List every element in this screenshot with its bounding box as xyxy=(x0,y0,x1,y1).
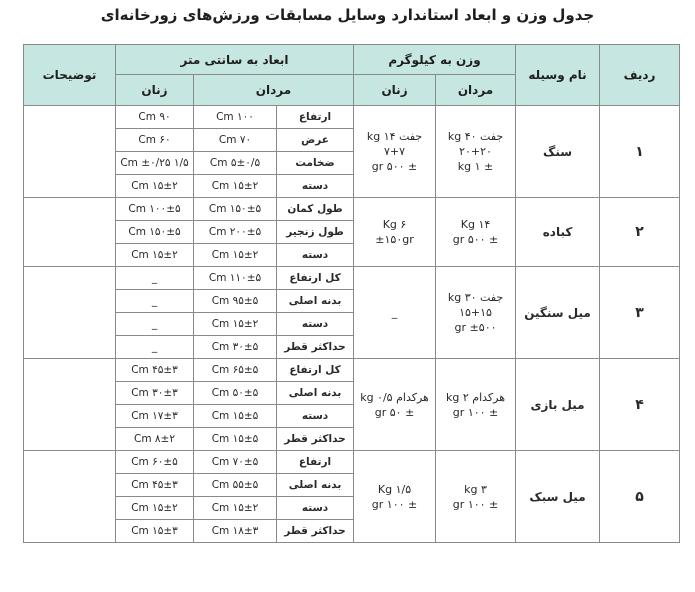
notes-cell xyxy=(24,451,116,543)
dimension-label: طول کمان xyxy=(277,198,354,221)
dimension-label: حداکثر قطر xyxy=(277,520,354,543)
dimension-men: ۹۵±۵ Cm xyxy=(194,290,277,313)
row-number: ۴ xyxy=(600,359,680,451)
dimension-men: ۳۰±۵ Cm xyxy=(194,336,277,359)
weight-women: ۱/۵ Kg ± ۱۰۰ gr xyxy=(354,451,436,543)
dimension-women: ۱۵±۲ Cm xyxy=(116,497,194,520)
dimension-label: دسته xyxy=(277,405,354,428)
dimension-women: _ xyxy=(116,336,194,359)
dimension-label: حداکثر قطر xyxy=(277,336,354,359)
row-number: ۳ xyxy=(600,267,680,359)
dimension-women: ۱/۵ ±۰/۲۵ Cm xyxy=(116,152,194,175)
dimension-women: ۴۵±۳ Cm xyxy=(116,474,194,497)
dimension-men: ۶۵±۵ Cm xyxy=(194,359,277,382)
header-dims-men: مردان xyxy=(194,75,354,106)
dimension-women: ۱۷±۳ Cm xyxy=(116,405,194,428)
dimension-men: ۷۰ Cm xyxy=(194,129,277,152)
dimension-women: ۴۵±۳ Cm xyxy=(116,359,194,382)
dimension-men: ۵۰±۵ Cm xyxy=(194,382,277,405)
equipment-name: میل بازی xyxy=(516,359,600,451)
dimension-men: ۱۵±۲ Cm xyxy=(194,244,277,267)
weight-women: _ xyxy=(354,267,436,359)
header-weight-men: مردان xyxy=(436,75,516,106)
dimension-women: ۱۵±۳ Cm xyxy=(116,520,194,543)
weight-women: ۶ Kg ±۱۵۰gr xyxy=(354,198,436,267)
dimension-label: ارتفاع xyxy=(277,451,354,474)
weight-men: هرکدام ۲ kg ± ۱۰۰ gr xyxy=(436,359,516,451)
dimension-label: بدنه اصلی xyxy=(277,474,354,497)
dimension-women: ۱۵±۲ Cm xyxy=(116,244,194,267)
dimension-men: ۱۵±۵ Cm xyxy=(194,405,277,428)
dimension-women: ۹۰ Cm xyxy=(116,106,194,129)
dimension-men: ۱۵۰±۵ Cm xyxy=(194,198,277,221)
dimension-label: بدنه اصلی xyxy=(277,290,354,313)
weight-men: جفت ۴۰ kg ۲۰+۲۰ ± ۱ kg xyxy=(436,106,516,198)
dimension-men: ۱۵±۲ Cm xyxy=(194,313,277,336)
dimension-men: ۱۱۰±۵ Cm xyxy=(194,267,277,290)
row-number: ۵ xyxy=(600,451,680,543)
dimension-label: دسته xyxy=(277,497,354,520)
table-row xyxy=(24,451,680,474)
equipment-table xyxy=(23,44,680,543)
row-number: ۲ xyxy=(600,198,680,267)
dimension-men: ۷۰±۵ Cm xyxy=(194,451,277,474)
table-row xyxy=(24,359,680,382)
dimension-women: ۶۰ Cm xyxy=(116,129,194,152)
dimension-women: ۱۵±۲ Cm xyxy=(116,175,194,198)
weight-men: ۱۴ Kg ± ۵۰۰ gr xyxy=(436,198,516,267)
header-weight-women: زنان xyxy=(354,75,436,106)
dimension-men: ۱۵±۲ Cm xyxy=(194,497,277,520)
dimension-women: _ xyxy=(116,267,194,290)
table-title: جدول وزن و ابعاد استاندارد وسایل مسابقات ورزش‌های زورخانه‌ای xyxy=(100,6,595,24)
dimension-women: _ xyxy=(116,290,194,313)
weight-men: جفت ۳۰ kg ۱۵+۱۵ ±۵۰۰ gr xyxy=(436,267,516,359)
header-name: نام وسیله xyxy=(516,45,600,106)
dimension-men: ۵۵±۵ Cm xyxy=(194,474,277,497)
dimension-women: ۱۰۰±۵ Cm xyxy=(116,198,194,221)
weight-men: ۳ kg ± ۱۰۰ gr xyxy=(436,451,516,543)
dimension-men: ۱۵±۵ Cm xyxy=(194,428,277,451)
dimension-label: حداکثر قطر xyxy=(277,428,354,451)
dimension-women: ۶۰±۵ Cm xyxy=(116,451,194,474)
dimension-label: کل ارتفاع xyxy=(277,267,354,290)
header-dims: ابعاد به سانتی متر xyxy=(116,45,354,75)
header-dims-women: زنان xyxy=(116,75,194,106)
table-row xyxy=(24,267,680,290)
dimension-label: عرض xyxy=(277,129,354,152)
row-number: ۱ xyxy=(600,106,680,198)
header-row: ردیف xyxy=(600,45,680,106)
dimension-men: ۱۵±۲ Cm xyxy=(194,175,277,198)
dimension-men: ۱۸±۳ Cm xyxy=(194,520,277,543)
equipment-name: میل سنگین xyxy=(516,267,600,359)
dimension-women: ۸±۲ Cm xyxy=(116,428,194,451)
table-row xyxy=(24,198,680,221)
notes-cell xyxy=(24,267,116,359)
dimension-men: ۲۰۰±۵ Cm xyxy=(194,221,277,244)
equipment-name: میل سبک xyxy=(516,451,600,543)
table-row xyxy=(24,106,680,129)
notes-cell xyxy=(24,359,116,451)
header-weight: وزن به کیلوگرم xyxy=(354,45,516,75)
dimension-women: ۱۵۰±۵ Cm xyxy=(116,221,194,244)
header-notes: توضیحات xyxy=(24,45,116,106)
notes-cell xyxy=(24,106,116,198)
dimension-women: _ xyxy=(116,313,194,336)
dimension-label: طول زنجیر xyxy=(277,221,354,244)
dimension-men: ۱۰۰ Cm xyxy=(194,106,277,129)
dimension-label: دسته xyxy=(277,244,354,267)
equipment-name: کباده xyxy=(516,198,600,267)
dimension-label: بدنه اصلی xyxy=(277,382,354,405)
dimension-women: ۳۰±۳ Cm xyxy=(116,382,194,405)
notes-cell xyxy=(24,198,116,267)
dimension-label: دسته xyxy=(277,313,354,336)
dimension-label: کل ارتفاع xyxy=(277,359,354,382)
dimension-label: ضخامت xyxy=(277,152,354,175)
dimension-label: دسته xyxy=(277,175,354,198)
dimension-label: ارتفاع xyxy=(277,106,354,129)
equipment-name: سنگ xyxy=(516,106,600,198)
weight-women: هرکدام ۰/۵ kg ± ۵۰ gr xyxy=(354,359,436,451)
table-body xyxy=(24,106,680,543)
weight-women: جفت ۱۴ kg ۷+۷ ± ۵۰۰ gr xyxy=(354,106,436,198)
dimension-men: ۵±۰/۵ Cm xyxy=(194,152,277,175)
